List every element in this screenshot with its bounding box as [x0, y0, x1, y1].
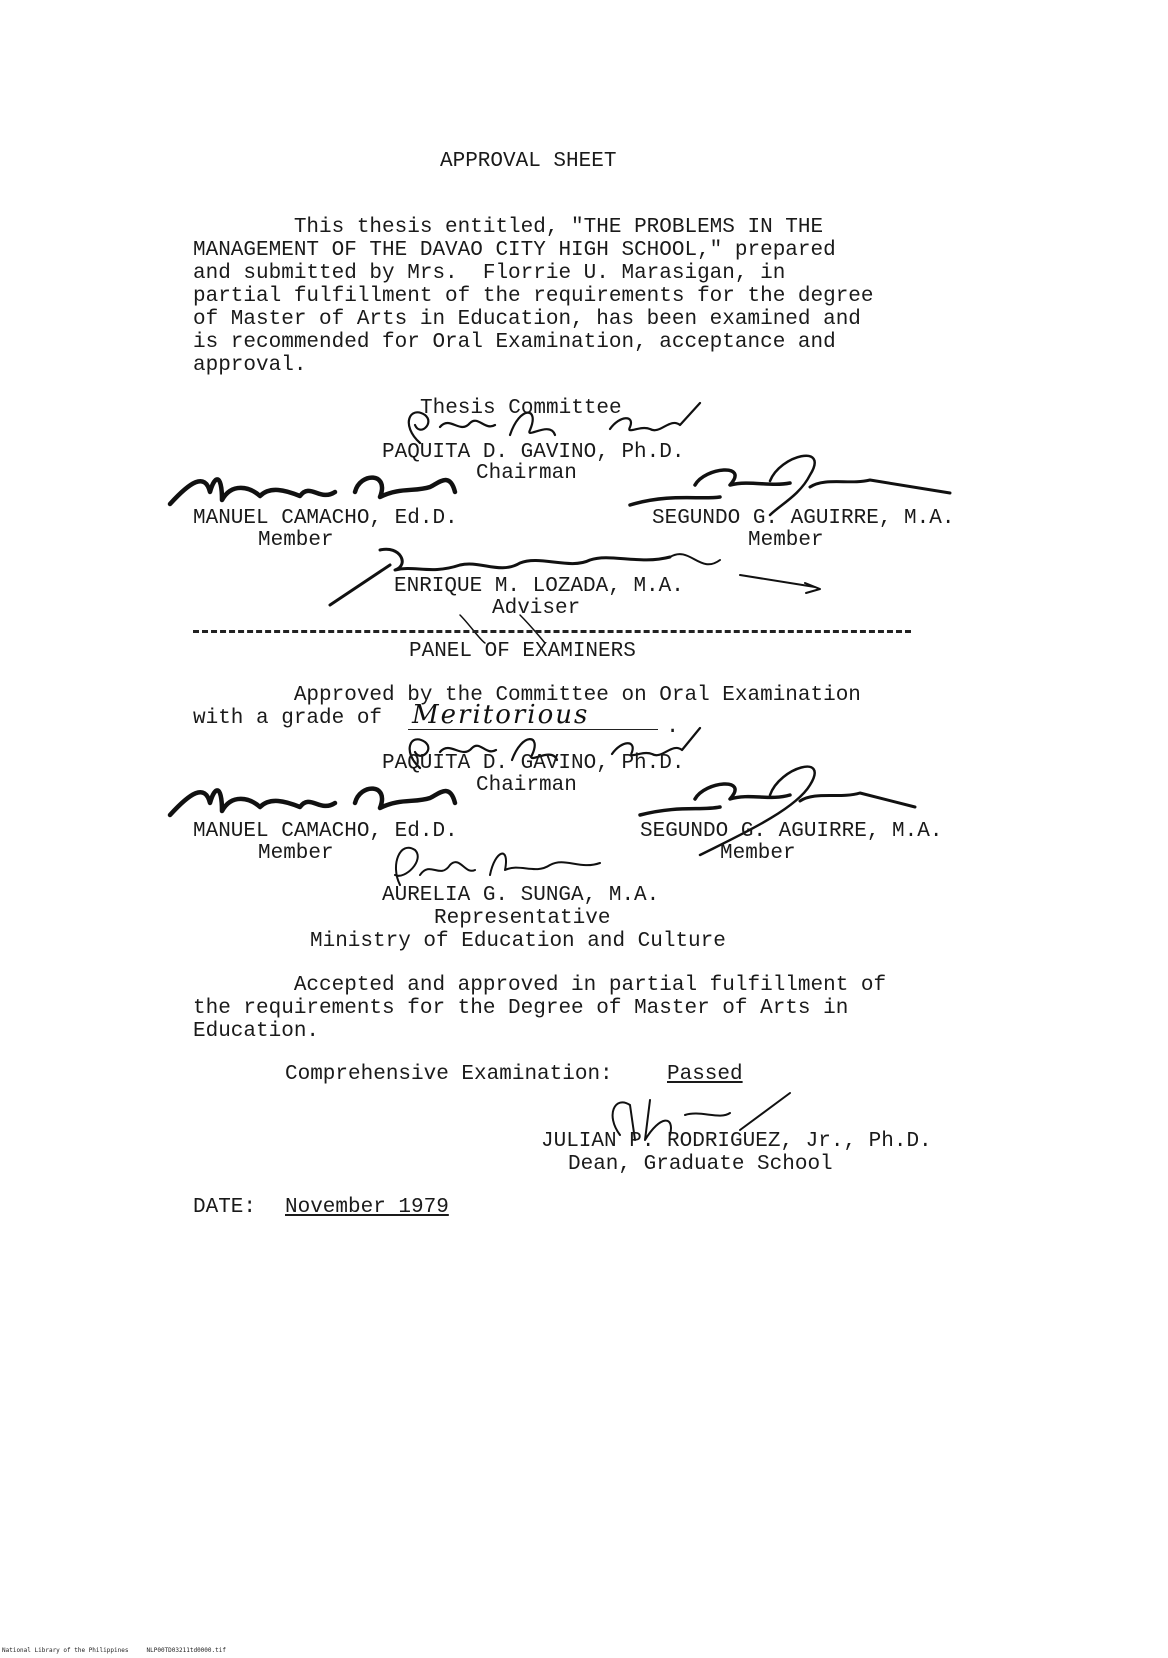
representative-role: Representative	[434, 907, 611, 930]
member-left-role: Member	[258, 529, 334, 552]
paragraph-line: partial fulfillment of the requirements for the degree	[193, 285, 874, 308]
member-right-name: SEGUNDO G. AGUIRRE, M.A.	[652, 507, 955, 530]
paragraph-line: and submitted by Mrs. Florrie U. Marasigan, in	[193, 262, 786, 285]
member-left-name: MANUEL CAMACHO, Ed.D.	[193, 507, 458, 530]
committee-heading: Thesis Committee	[420, 397, 622, 420]
approval-line: Approved by the Committee on Oral Examination	[193, 684, 861, 707]
paragraph-line: This thesis entitled, "THE PROBLEMS IN THE	[193, 216, 824, 239]
chairman-role: Chairman	[476, 462, 577, 485]
member-right-role: Member	[748, 529, 824, 552]
representative-office: Ministry of Education and Culture	[310, 930, 726, 953]
representative-name: AURELIA G. SUNGA, M.A.	[382, 884, 660, 907]
chairman-name: PAQUITA D. GAVINO, Ph.D.	[382, 441, 685, 464]
section-divider	[193, 630, 911, 633]
scan-footer	[2, 1647, 226, 1654]
adviser-name: ENRIQUE M. LOZADA, M.A.	[394, 575, 684, 598]
comprehensive-label: Comprehensive Examination:	[285, 1063, 613, 1086]
panel-member-left-role: Member	[258, 842, 334, 865]
approval-grade-prefix: with a grade of	[193, 707, 383, 730]
footer-file: NLP00TD03211td0000.tif	[146, 1647, 226, 1654]
paragraph-line: is recommended for Oral Examination, acceptance and	[193, 331, 836, 354]
paragraph-line: of Master of Arts in Education, has been examined and	[193, 308, 861, 331]
panel-member-right-name: SEGUNDO G. AGUIRRE, M.A.	[640, 820, 943, 843]
date-label: DATE:	[193, 1196, 257, 1219]
grade-handwritten: Meritorious	[412, 700, 590, 730]
dean-name: JULIAN P. RODRIGUEZ, Jr., Ph.D.	[541, 1130, 932, 1153]
panel-chairman-role: Chairman	[476, 774, 577, 797]
comprehensive-value: Passed	[667, 1063, 743, 1086]
paragraph-line: Accepted and approved in partial fulfillment of	[193, 974, 887, 997]
dean-role: Dean, Graduate School	[568, 1153, 833, 1176]
footer-library: National Library of the Philippines	[2, 1647, 129, 1654]
panel-member-left-name: MANUEL CAMACHO, Ed.D.	[193, 820, 458, 843]
paragraph-line: Education.	[193, 1020, 320, 1043]
panel-chairman-name: PAQUITA D. GAVINO, Ph.D.	[382, 752, 685, 775]
page-title: APPROVAL SHEET	[440, 150, 617, 173]
paragraph-line: approval.	[193, 354, 307, 377]
date-value: November 1979	[285, 1196, 449, 1219]
grade-period: .	[666, 714, 680, 739]
paragraph-line: MANAGEMENT OF THE DAVAO CITY HIGH SCHOOL," prepared	[193, 239, 836, 262]
panel-heading: PANEL OF EXAMINERS	[409, 640, 636, 663]
adviser-role: Adviser	[492, 597, 581, 620]
paragraph-line: the requirements for the Degree of Master of Arts in	[193, 997, 849, 1020]
panel-member-right-role: Member	[720, 842, 796, 865]
